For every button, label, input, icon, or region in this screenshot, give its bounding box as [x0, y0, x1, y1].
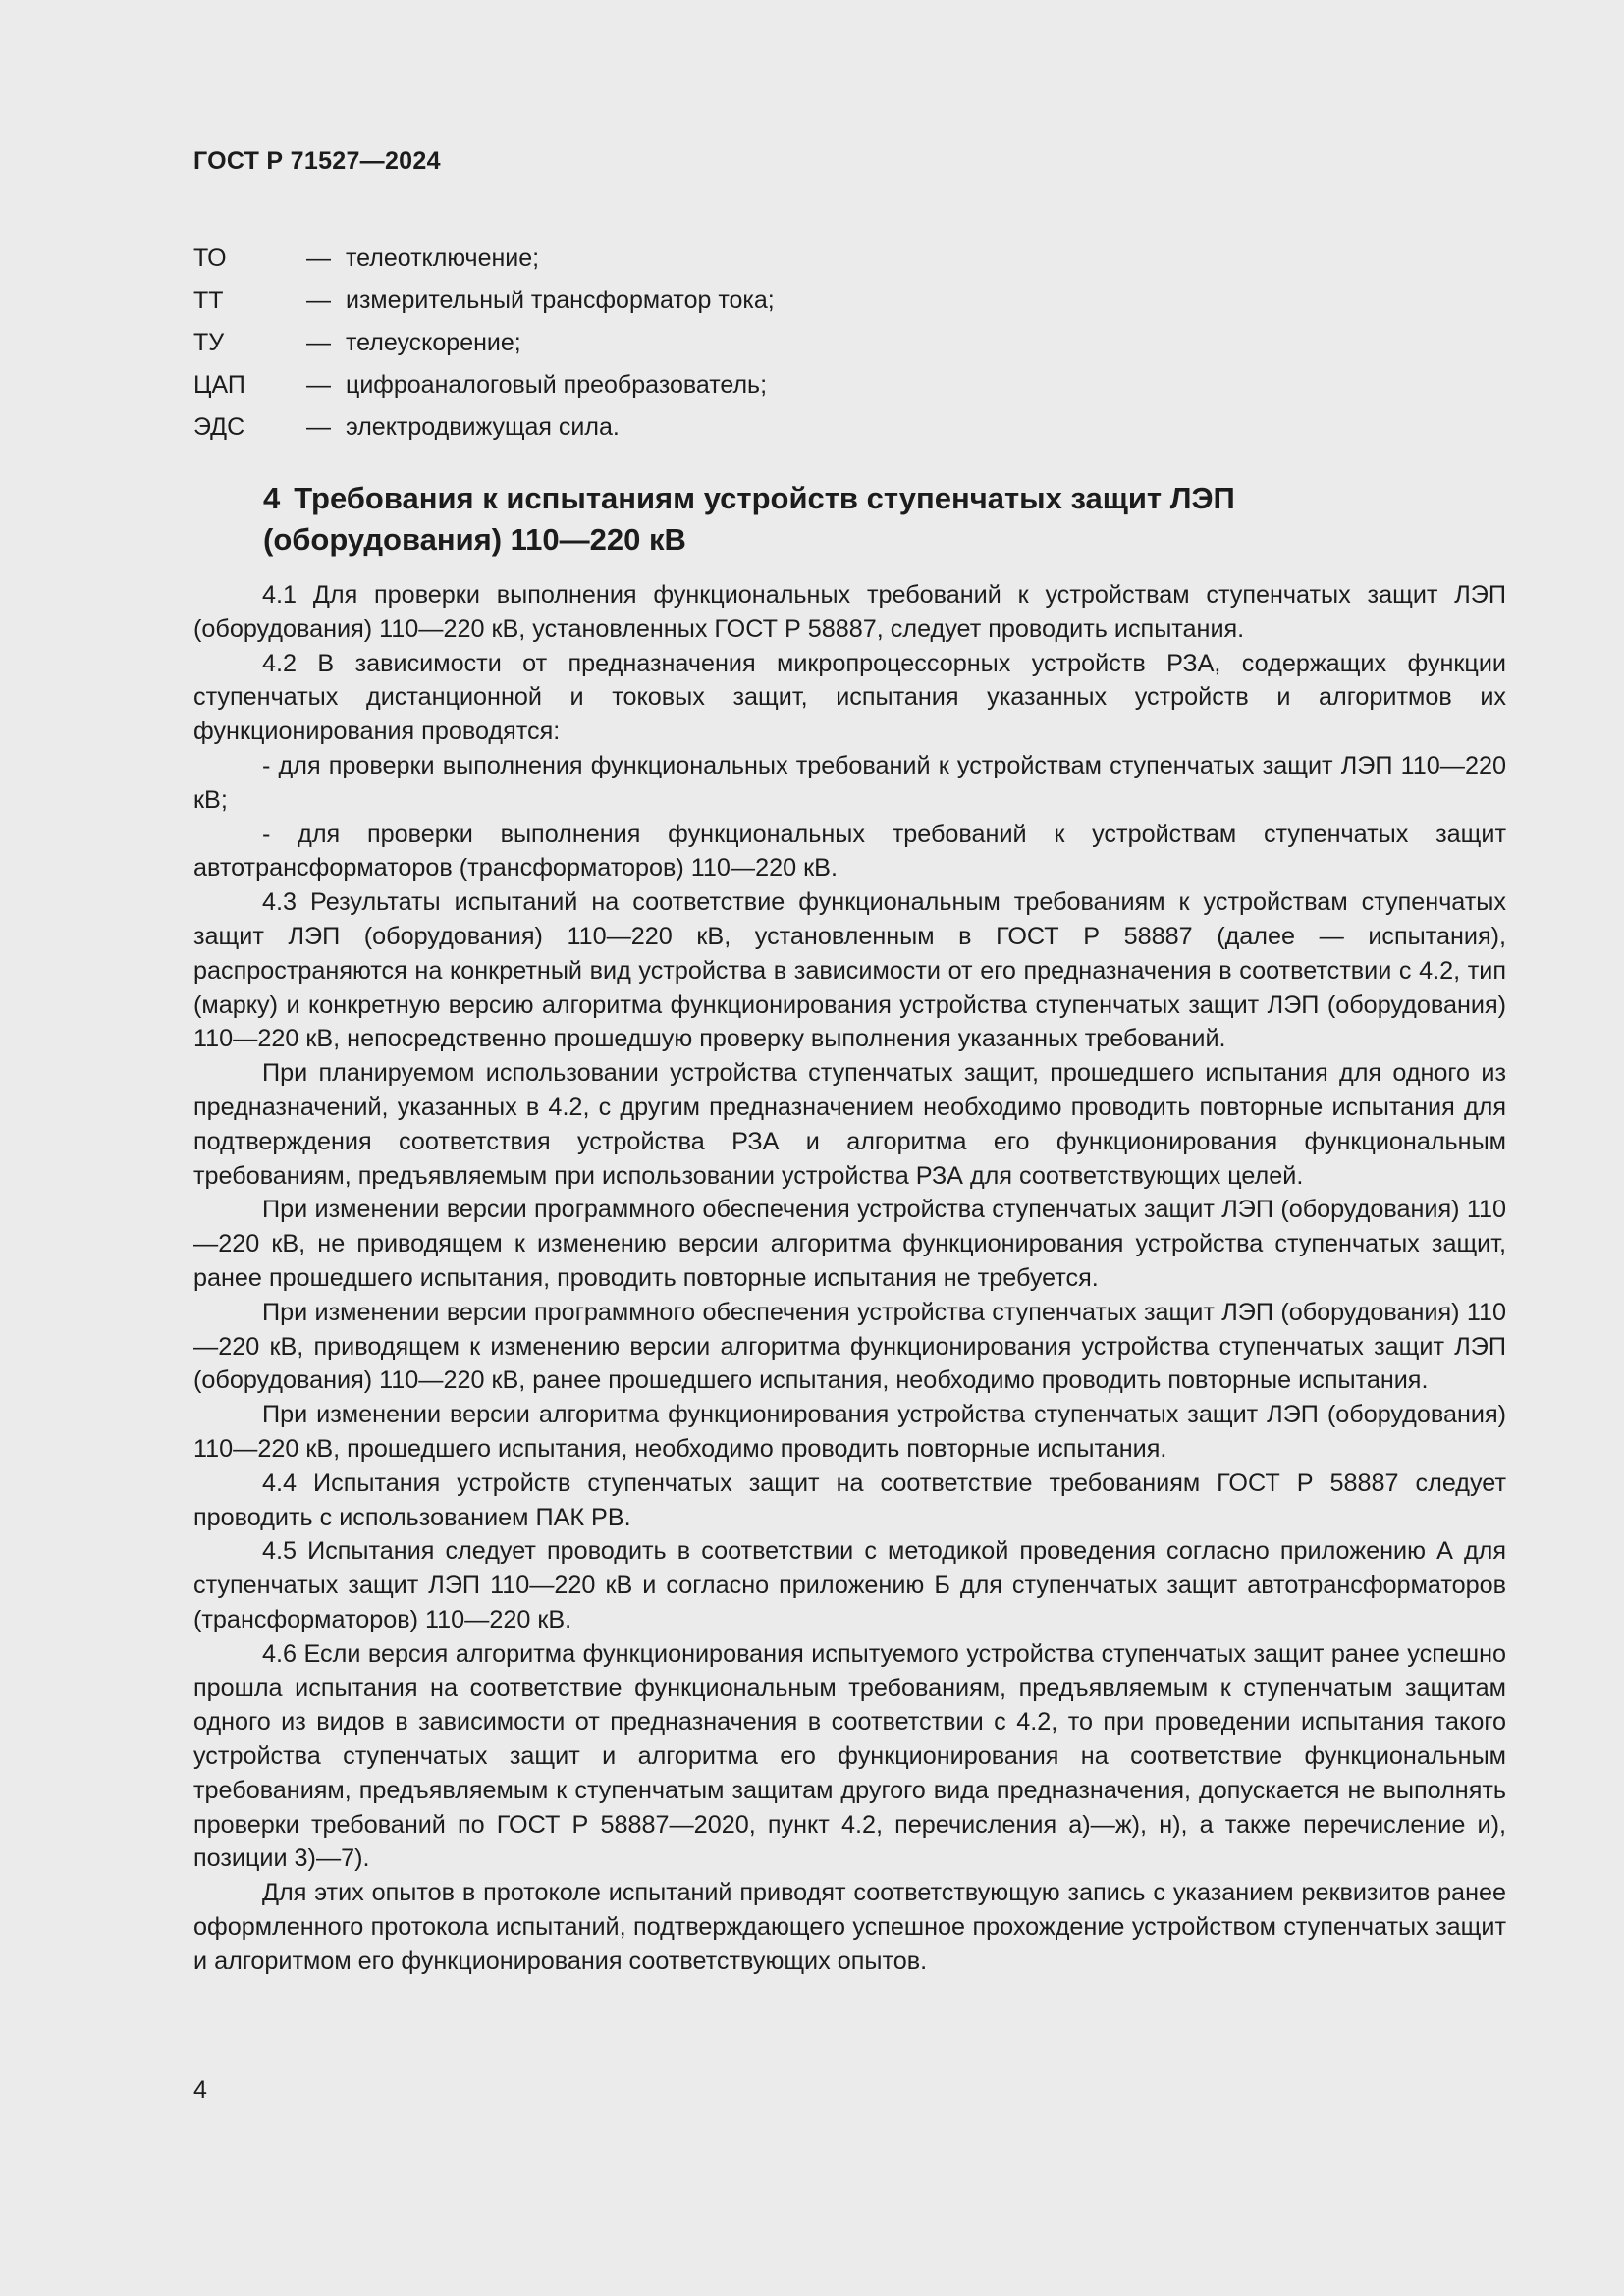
- paragraph-4-2: 4.2 В зависимости от предназначения микропроцессорных устройств РЗА, содержащих функции ступенчатых дистанционной и токовых защит, испытания указанных устройств и алгоритмов их функционирования проводятся:: [193, 649, 1506, 746]
- section-title: Требования к испытаниям устройств ступенчатых защит ЛЭП (оборудования) 110—220 кВ: [263, 481, 1235, 557]
- abbreviation-term: ТО: [193, 244, 227, 272]
- abbreviation-definition: электродвижущая сила.: [346, 413, 620, 441]
- paragraph-4-6: 4.6 Если версия алгоритма функционирования испытуемого устройства ступенчатых защит ранее успешно прошла испытания на соответствие функциональным требованиям, предъявляемым к ступенчатым защитам одного из видов в зависимости от предназначения в соответствии с 4.2, то при проведении испытания такого устройства ступенчатых защит и алгоритма его функционирования на соответствие функциональным требованиям, предъявляемым к ступенчатым защитам другого вида предназначения, допускается не выполнять проверки требований по ГОСТ Р 58887—2020, пункт 4.2, перечисления а)—ж), н), а также перечисление и), позиции 3)—7).: [193, 1639, 1506, 1873]
- abbreviation-row: [193, 364, 1509, 406]
- abbreviation-dash: —: [306, 413, 331, 441]
- abbreviation-term: ТТ: [193, 287, 224, 314]
- paragraph-4-3: 4.3 Результаты испытаний на соответствие функциональным требованиям к устройствам ступенчатых защит ЛЭП (оборудования) 110—220 кВ, установленным в ГОСТ Р 58887 (далее — испытания), распространяются на конкретный вид устройства в зависимости от его предназначения в соответствии с 4.2, тип (марку) и конкретную версию алгоритма функционирования устройства ступенчатых защит ЛЭП (оборудования) 110—220 кВ, непосредственно прошедшую проверку выполнения указанных требований.: [193, 888, 1506, 1053]
- section-body: [193, 578, 1506, 1979]
- paragraph: При планируемом использовании устройства ступенчатых защит, прошедшего испытания для одного из предназначений, указанных в 4.2, с другим предназначением необходимо проводить повторные испытания для подтверждения соответствия устройства РЗА и алгоритма его функционирования функциональным требованиям, предъявляемым при использовании устройства РЗА для соответствующих целей.: [193, 1059, 1506, 1190]
- abbreviation-row: [193, 280, 1509, 322]
- abbreviation-row: [193, 322, 1509, 364]
- list-item: - для проверки выполнения функциональных требований к устройствам ступенчатых защит автотрансформаторов (трансформаторов) 110—220 кВ.: [193, 820, 1506, 882]
- page-number: 4: [193, 2076, 207, 2104]
- abbreviation-row: [193, 406, 1509, 449]
- paragraph-4-5: 4.5 Испытания следует проводить в соответствии с методикой проведения согласно приложению А для ступенчатых защит ЛЭП 110—220 кВ и согласно приложению Б для ступенчатых защит автотрансформаторов (трансформаторов) 110—220 кВ.: [193, 1537, 1506, 1633]
- section-number: 4: [263, 481, 281, 515]
- abbreviation-list: [193, 238, 1509, 449]
- paragraph-4-4: 4.4 Испытания устройств ступенчатых защит на соответствие требованиям ГОСТ Р 58887 следует проводить с использованием ПАК РВ.: [193, 1468, 1506, 1531]
- abbreviation-definition: телеотключение;: [346, 244, 540, 272]
- abbreviation-term: ЦАП: [193, 371, 245, 399]
- section-heading: [263, 478, 1441, 561]
- abbreviation-dash: —: [306, 329, 331, 356]
- abbreviation-dash: —: [306, 287, 331, 314]
- paragraph: При изменении версии программного обеспечения устройства ступенчатых защит ЛЭП (оборудования) 110—220 кВ, не приводящем к изменению версии алгоритма функционирования устройства ступенчатых защит, ранее прошедшего испытания, проводить повторные испытания не требуется.: [193, 1196, 1506, 1292]
- paragraph-4-1: 4.1 Для проверки выполнения функциональных требований к устройствам ступенчатых защит ЛЭП (оборудования) 110—220 кВ, установленных ГОСТ Р 58887, следует проводить испытания.: [193, 581, 1506, 643]
- abbreviation-term: ЭДС: [193, 413, 245, 441]
- abbreviation-definition: цифроаналоговый преобразователь;: [346, 371, 768, 399]
- abbreviation-dash: —: [306, 371, 331, 399]
- abbreviation-row: [193, 238, 1509, 280]
- paragraph: При изменении версии алгоритма функционирования устройства ступенчатых защит ЛЭП (оборудования) 110—220 кВ, прошедшего испытания, необходимо проводить повторные испытания.: [193, 1401, 1506, 1463]
- abbreviation-definition: измерительный трансформатор тока;: [346, 287, 775, 314]
- paragraph: При изменении версии программного обеспечения устройства ступенчатых защит ЛЭП (оборудования) 110—220 кВ, приводящем к изменению версии алгоритма функционирования устройства ступенчатых защит ЛЭП (оборудования) 110—220 кВ, ранее прошедшего испытания, необходимо проводить повторные испытания.: [193, 1298, 1506, 1395]
- abbreviation-definition: телеускорение;: [346, 329, 521, 356]
- abbreviation-term: ТУ: [193, 329, 225, 356]
- document-header: ГОСТ Р 71527—2024: [193, 147, 441, 175]
- list-item: - для проверки выполнения функциональных требований к устройствам ступенчатых защит ЛЭП 110—220 кВ;: [193, 751, 1506, 814]
- abbreviation-dash: —: [306, 244, 331, 272]
- paragraph: Для этих опытов в протоколе испытаний приводят соответствующую запись с указанием реквизитов ранее оформленного протокола испытаний, подтверждающего успешное прохождение устройством ступенчатых защит и алгоритмом его функционирования соответствующих опытов.: [193, 1879, 1506, 1975]
